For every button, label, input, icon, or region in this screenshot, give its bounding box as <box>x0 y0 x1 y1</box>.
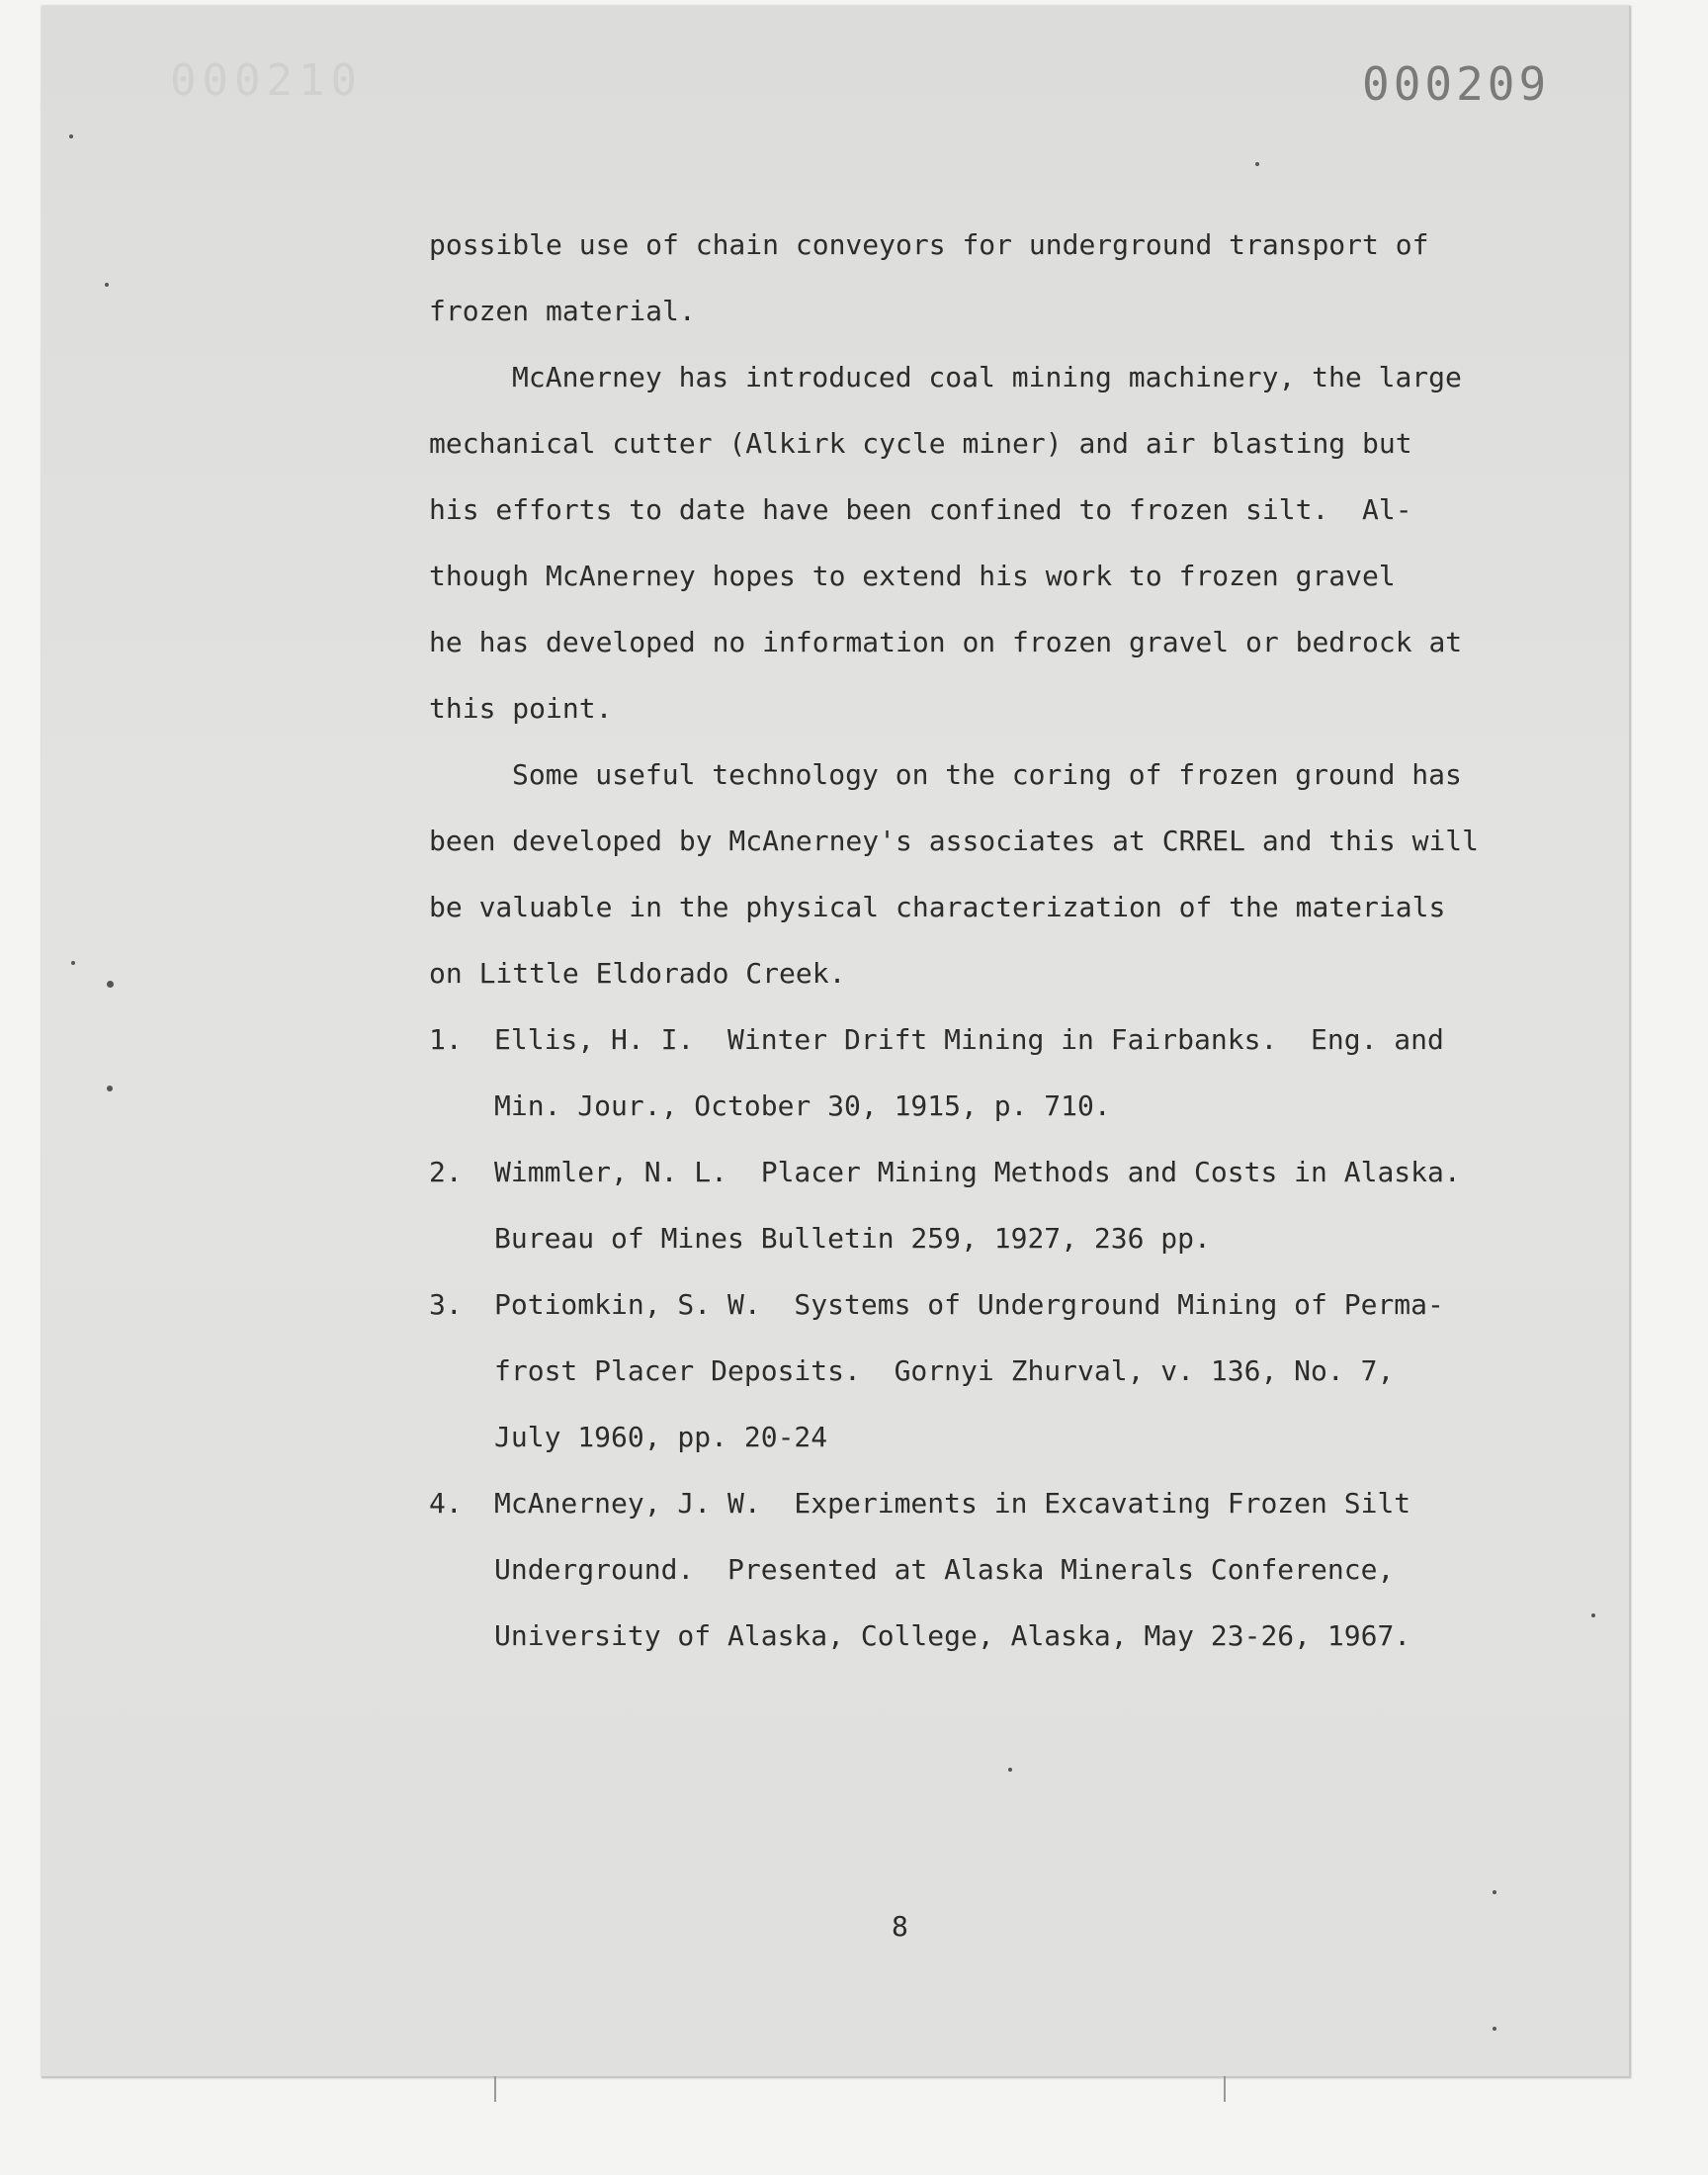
scan-speck <box>107 981 114 988</box>
text-line: McAnerney has introduced coal mining machinery, the large <box>512 361 1462 393</box>
reference-line: Underground. Presented at Alaska Minerals Conference, <box>494 1553 1395 1586</box>
text-line: be valuable in the physical characterization of the materials <box>429 891 1446 923</box>
reference-line: Ellis, H. I. Winter Drift Mining in Fairbanks. Eng. and <box>494 1023 1444 1056</box>
document-stamp-number: 000209 <box>1362 57 1551 111</box>
text-line: been developed by McAnerney's associates at CRREL and this will <box>429 825 1480 857</box>
text-line: this point. <box>429 692 613 725</box>
reference-line: Bureau of Mines Bulletin 259, 1927, 236 pp. <box>494 1222 1211 1255</box>
text-line: his efforts to date have been confined to frozen silt. Al- <box>429 493 1412 526</box>
scan-speck <box>1493 1890 1496 1894</box>
paragraph-3 <box>429 741 1546 1006</box>
reference-item <box>429 1470 1546 1669</box>
document-body <box>429 212 1546 1669</box>
reference-line: frost Placer Deposits. Gornyi Zhurval, v. 136, No. 7, <box>494 1354 1395 1387</box>
reference-number: 3. <box>429 1288 463 1321</box>
text-line: frozen material. <box>429 295 696 327</box>
document-page <box>42 6 1631 2078</box>
text-line: Some useful technology on the coring of frozen ground has <box>512 758 1462 791</box>
reference-number: 2. <box>429 1156 463 1188</box>
references-list <box>429 1006 1546 1669</box>
reference-line: Wimmler, N. L. Placer Mining Methods and Costs in Alaska. <box>494 1156 1461 1188</box>
bleed-through-number: 000210 <box>170 55 363 106</box>
text-line: on Little Eldorado Creek. <box>429 957 846 990</box>
reference-number: 1. <box>429 1023 463 1056</box>
reference-line: Min. Jour., October 30, 1915, p. 710. <box>494 1089 1111 1122</box>
text-line: though McAnerney hopes to extend his work to frozen gravel <box>429 560 1396 592</box>
scan-speck <box>105 283 109 287</box>
reference-item <box>429 1139 1546 1271</box>
reference-line: July 1960, pp. 20-24 <box>494 1421 828 1453</box>
reference-number: 4. <box>429 1487 463 1520</box>
text-line: mechanical cutter (Alkirk cycle miner) and air blasting but <box>429 427 1412 460</box>
scan-speck <box>1493 2027 1496 2031</box>
scan-speck <box>1008 1768 1012 1772</box>
reference-line: McAnerney, J. W. Experiments in Excavating Frozen Silt <box>494 1487 1411 1520</box>
scan-edge-mark <box>1224 2076 1226 2102</box>
scan-speck <box>1255 162 1259 166</box>
text-line: possible use of chain conveyors for underground transport of <box>429 228 1429 261</box>
reference-item <box>429 1271 1546 1470</box>
scan-edge-mark <box>494 2076 496 2102</box>
text-line: he has developed no information on frozen gravel or bedrock at <box>429 626 1463 658</box>
scan-speck <box>71 961 75 965</box>
reference-line: Potiomkin, S. W. Systems of Underground Mining of Perma- <box>494 1288 1444 1321</box>
page-number: 8 <box>892 1910 908 1943</box>
reference-line: University of Alaska, College, Alaska, May 23-26, 1967. <box>494 1619 1411 1652</box>
scan-speck <box>69 134 73 138</box>
scan-speck <box>107 1086 113 1091</box>
scan-speck <box>1591 1613 1595 1617</box>
paragraph-2 <box>429 344 1546 741</box>
paragraph-1 <box>429 212 1546 344</box>
reference-item <box>429 1006 1546 1139</box>
